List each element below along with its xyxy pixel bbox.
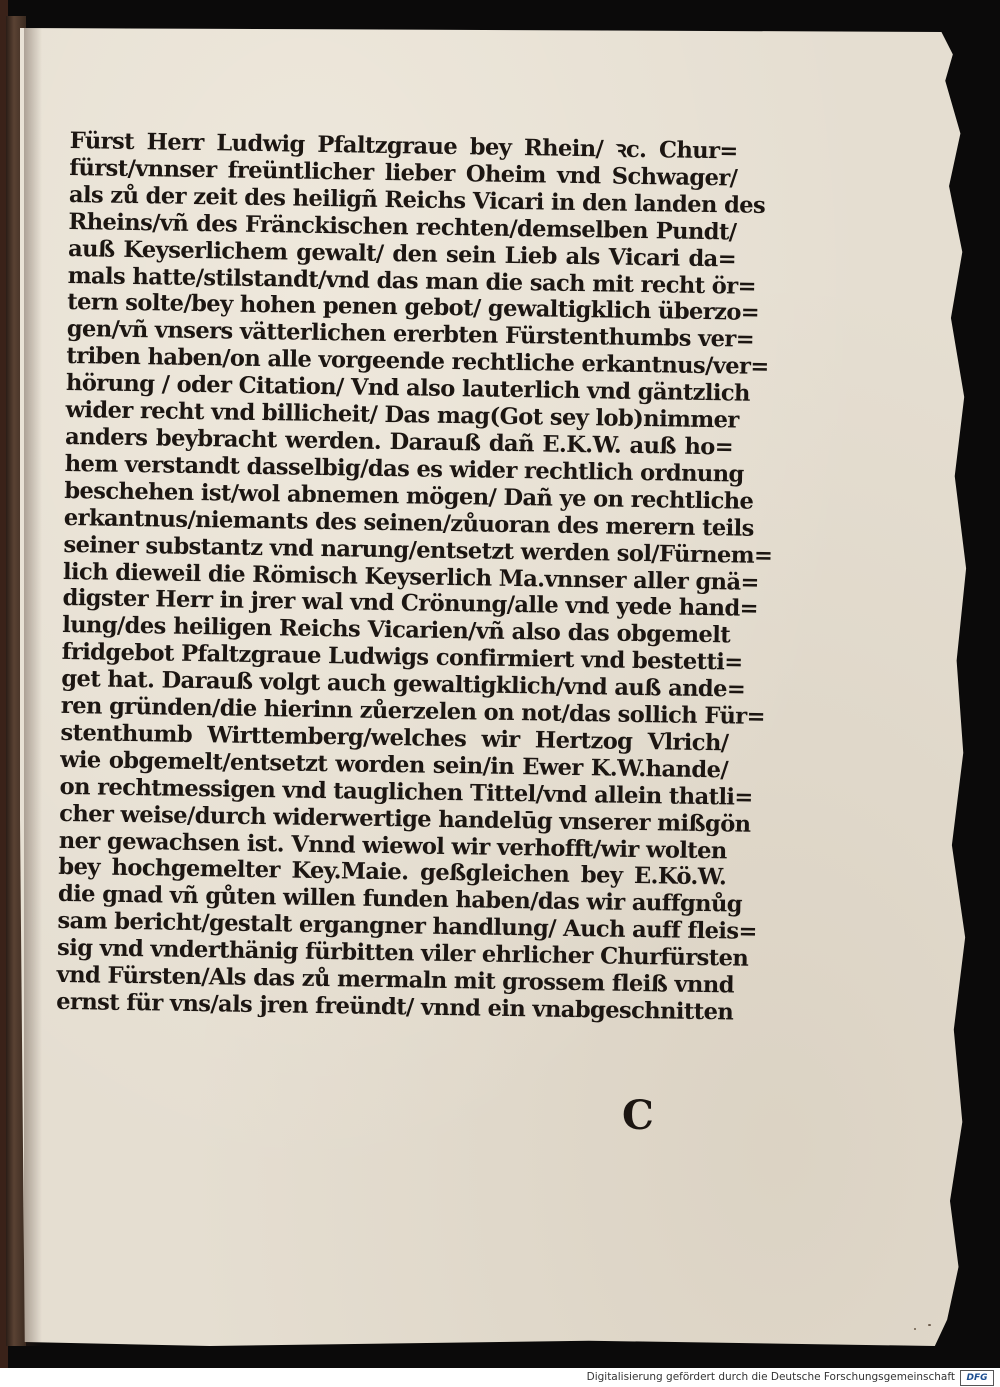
text-line: ner gewachsen ist. Vnnd wiewol wir verhofft/wir wolten	[58, 827, 727, 864]
text-line: hem verstandt dasselbig/das es wider rechtlich ordnung	[64, 450, 744, 488]
text-line: triben haben/on alle vorgeende rechtliche erkantnus/ver=	[66, 343, 769, 381]
page-text	[56, 128, 773, 1026]
text-line: anders beybracht werden. Darauß dañ E.K.W. auß ho=	[64, 423, 734, 461]
text-line: seiner substantz vnd narung/entsetzt werden sol/Fürnem=	[63, 531, 773, 569]
text-line: sig vnd vnderthänig fürbitten viler ehrlicher Churfürsten	[56, 935, 749, 972]
text-line: lung/des heiligen Reichs Vicarien/vñ also das obgemelt	[61, 612, 731, 649]
text-line: Fürst Herr Ludwig Pfaltzgraue bey Rhein/ ꝛc. Chur=	[69, 128, 738, 165]
text-line: wider recht vnd billicheit/ Das mag(Got sey lob)nimmer	[65, 397, 739, 434]
text-line: stenthumb Wirttemberg/welches wir Hertzog Vlrich/	[60, 719, 729, 757]
text-line: beschehen ist/wol abnemen mögen/ Dañ ye on rechtliche	[64, 477, 754, 515]
text-line: hörung / oder Citation/ Vnd also lauterlich vnd gäntzlich	[65, 370, 751, 407]
text-line: vnd Fürsten/Als das zů mermaln mit grossem fleiß vnnd	[56, 961, 735, 999]
text-line: gen/vñ vnsers vätterlichen ererbten Fürstenthumbs ver=	[66, 316, 755, 354]
paper-speck	[928, 1324, 931, 1326]
text-line: tern solte/bey hohen penen gebot/ gewaltigklich überzo=	[67, 289, 760, 327]
gutter-shadow	[24, 28, 42, 1346]
text-line: Rheins/vñ des Fränckischen rechten/demselben Pundt/	[68, 208, 737, 246]
signature-mark: C	[622, 1092, 654, 1139]
text-line: sam bericht/gestalt ergangner handlung/ Auch auff fleis=	[57, 908, 758, 946]
text-line: auß Keyserlichem gewalt/ den sein Lieb als Vicari da=	[67, 235, 737, 273]
text-line: digster Herr in jrer wal vnd Crönung/alle vnd yede hand=	[62, 585, 759, 623]
text-line: als zů der zeit des heiligñ Reichs Vicari in den landen des	[68, 181, 766, 219]
text-line: get hat. Darauß volgt auch gewaltigklich/vnd auß ande=	[61, 666, 746, 703]
text-line: mals hatte/stilstandt/vnd das man die sach mit recht ör=	[67, 262, 757, 300]
text-line: bey hochgemelter Key.Maie. geßgleichen bey E.Kö.W.	[58, 854, 727, 891]
text-line: cher weise/durch widerwertige handelūg vnserer mißgön	[59, 800, 751, 838]
text-line: ren gründen/die hierinn zůerzelen on not/das sollich Für=	[60, 692, 766, 731]
digitization-credit: Digitalisierung gefördert durch die Deutsche Forschungsgemeinschaft	[586, 1371, 955, 1383]
text-line: fridgebot Pfaltzgraue Ludwigs confirmiert vnd bestetti=	[61, 639, 743, 676]
text-line: fürst/vnnser freüntlicher lieber Oheim vnd Schwager/	[69, 154, 738, 192]
text-line: ernst für vns/als jren freündt/ vnnd ein vnabgeschnitten	[56, 988, 734, 1026]
text-line: on rechtmessigen vnd tauglichen Tittel/vnd allein thatli=	[59, 773, 753, 811]
dfg-logo-icon: DFG	[960, 1370, 994, 1386]
paper-speck	[914, 1328, 916, 1330]
text-line: erkantnus/niemants des seinen/zůuoran des merern teils	[63, 504, 754, 542]
text-line: lich dieweil die Römisch Keyserlich Ma.vnnser aller gnä=	[62, 558, 760, 596]
text-line: wie obgemelt/entsetzt worden sein/in Ewer K.W.hande/	[59, 746, 729, 784]
text-line: die gnad vñ gůten willen funden haben/das wir auffgnůg	[57, 881, 743, 919]
